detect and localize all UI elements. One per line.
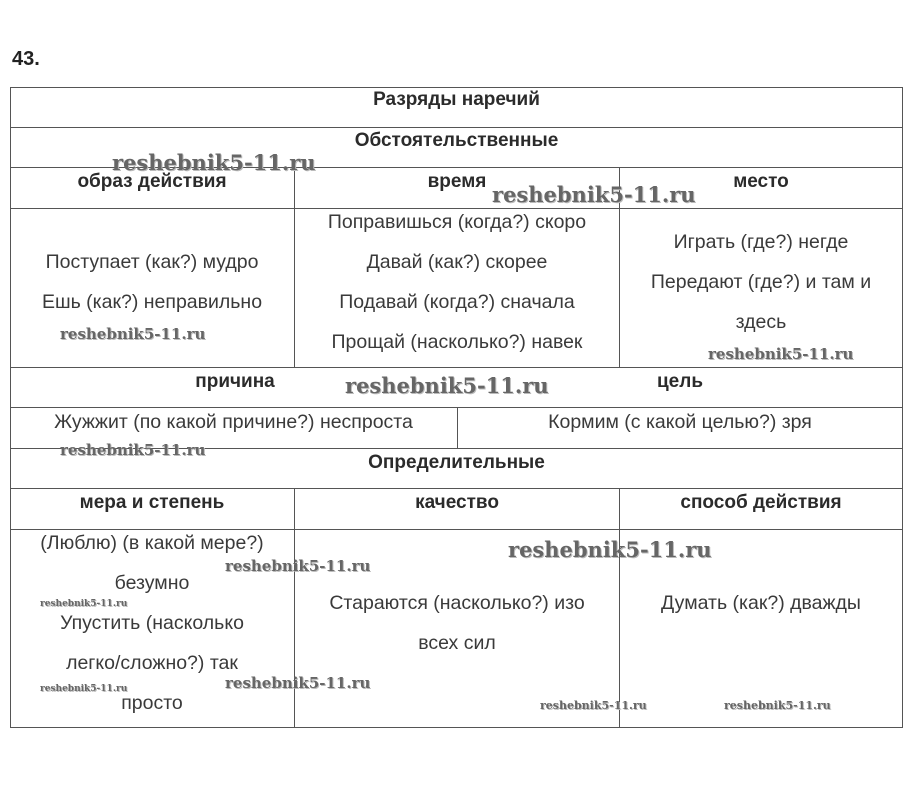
cell-quality <box>295 583 619 663</box>
exercise-number: 43. <box>12 48 40 70</box>
table-border-bottom <box>10 727 903 728</box>
header-measure-degree: мера и степень <box>79 492 225 513</box>
cell-line: Давай (как?) скорее <box>366 251 548 273</box>
watermark: reshebnik5-11.ru <box>40 684 128 694</box>
watermark: reshebnik5-11.ru <box>225 674 371 692</box>
group-heading-attributive: Определительные <box>368 452 545 473</box>
cell-manner <box>10 242 294 322</box>
header-quality: качество <box>415 492 499 513</box>
header-purpose: цель <box>657 371 703 392</box>
cell-line: Передают (где?) и там и <box>650 271 872 293</box>
cell-line: Думать (как?) дважды <box>661 592 861 614</box>
watermark: reshebnik5-11.ru <box>112 150 316 175</box>
table-border-right <box>902 87 903 728</box>
cell-line: здесь <box>735 311 787 333</box>
watermark: reshebnik5-11.ru <box>225 557 371 575</box>
cell-line: Подавай (когда?) сначала <box>339 291 575 313</box>
header-time: время <box>427 171 487 192</box>
cell-line: безумно <box>114 572 190 594</box>
cell-line: Прощай (насколько?) навек <box>331 331 583 353</box>
cell-line: Ешь (как?) неправильно <box>41 291 263 313</box>
watermark: reshebnik5-11.ru <box>40 599 128 609</box>
cell-line: просто <box>121 692 183 714</box>
cell-place <box>620 222 902 342</box>
cell-line: Поступает (как?) мудро <box>45 251 259 273</box>
watermark: reshebnik5-11.ru <box>724 699 831 712</box>
cell-line: Стараются (насколько?) изо <box>329 592 585 614</box>
cell-mode-of-action <box>620 583 902 623</box>
cell-line: Поправишься (когда?) скоро <box>327 211 587 233</box>
watermark: reshebnik5-11.ru <box>345 373 549 398</box>
watermark: reshebnik5-11.ru <box>60 325 206 343</box>
table-title: Разряды наречий <box>373 89 540 110</box>
header-manner: образ действия <box>77 171 227 192</box>
header-cause: причина <box>195 371 275 392</box>
header-place: место <box>733 171 789 192</box>
cell-line: (Люблю) (в какой мере?) <box>40 532 264 554</box>
cell-cause: Жужжит (по какой причине?) неспроста <box>54 411 413 433</box>
cell-line: Упустить (насколько <box>60 612 244 634</box>
watermark: reshebnik5-11.ru <box>540 699 647 712</box>
watermark: reshebnik5-11.ru <box>708 345 854 363</box>
group-heading-circumstantial: Обстоятельственные <box>354 130 559 151</box>
watermark: reshebnik5-11.ru <box>60 441 206 459</box>
cell-line: легко/сложно?) так <box>66 652 238 674</box>
watermark: reshebnik5-11.ru <box>492 182 696 207</box>
cell-line: всех сил <box>418 632 496 654</box>
cell-time <box>295 202 619 362</box>
cell-purpose: Кормим (с какой целью?) зря <box>548 411 812 433</box>
watermark: reshebnik5-11.ru <box>508 537 712 562</box>
cell-line: Играть (где?) негде <box>673 231 849 253</box>
header-mode-of-action: способ действия <box>680 492 842 513</box>
